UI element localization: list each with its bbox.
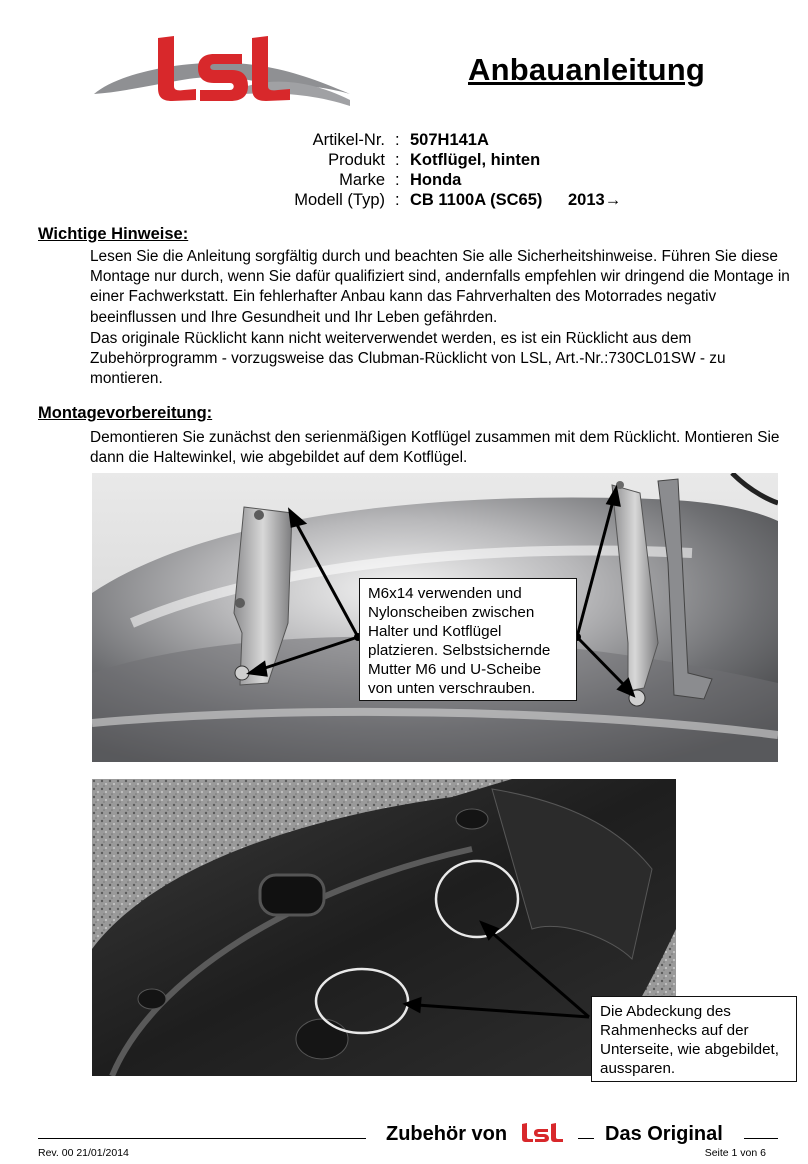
fender-underside-photo [92,779,676,1076]
info-label: Produkt [328,151,385,169]
info-label: Artikel-Nr. [312,131,385,149]
info-value: 507H141A [410,131,489,149]
info-value: Kotflügel, hinten [410,151,541,169]
info-row-model [200,191,760,211]
notes-paragraph-2: Das originale Rücklicht kann nicht weiterverwendet werden, es ist ein Rücklicht aus dem Zubehörprogramm - vorzugsweise das Clubman-Rücklicht von LSL, Art.-Nr.:730CL01SW - zu montieren. [90,330,726,388]
footer-rule-right [744,1138,778,1139]
info-value: Honda [410,171,462,189]
footer-rule-left [38,1138,366,1139]
footer-dash [578,1138,594,1139]
footer-original-text: Das Original [605,1123,723,1145]
info-colon: : [395,151,400,169]
notes-paragraph-1: Lesen Sie die Anleitung sorgfältig durch und beachten Sie alle Sicherheitshinweise. Führen Sie diese Montage nur durch, wenn Sie dafür qualifiziert sind, andernfalls empfehlen wir dringend die Montage in einer Fachwerkstatt. Ein fehlerhafter Anbau kann das Fahrverhalten des Motorrades negativ beeinflussen und Ihre Gesundheit und Ihr Leben gefährden. [90,248,790,326]
info-colon: : [395,171,400,189]
info-label: Modell (Typ) [294,191,385,209]
fender-bracket-photo [92,473,778,762]
preparation-paragraph: Demontieren Sie zunächst den serienmäßigen Kotflügel zusammen mit dem Rücklicht. Montieren Sie dann die Haltewinkel, wie abgebildet auf dem Kotflügel. [90,429,780,467]
notes-heading: Wichtige Hinweise: [38,225,189,243]
footer-accessory-text: Zubehör von [386,1123,508,1145]
info-row-article-number [200,131,760,151]
fender-underside-image [92,779,676,1076]
info-row-brand [200,171,760,191]
info-value-year: 2013→ [568,191,622,209]
info-colon: : [395,131,400,149]
info-row-product [200,151,760,171]
footer-lsl-logo [520,1122,566,1144]
document-title: Anbauanleitung [468,52,706,87]
info-colon: : [395,191,400,209]
underside-callout: Die Abdeckung des Rahmenhecks auf der Unterseite, wie abgebildet, aussparen. [591,996,797,1082]
lsl-logo [92,28,354,112]
bracket-callout: M6x14 verwenden und Nylonscheiben zwischen Halter und Kotflügel platzieren. Selbstsichernde Mutter M6 und U-Scheibe von unten verschrauben. [359,578,577,701]
footer-revision: Rev. 00 21/01/2014 [38,1147,129,1159]
footer-page-number: Seite 1 von 6 [704,1147,766,1159]
info-label: Marke [339,171,385,189]
preparation-heading: Montagevorbereitung: [38,404,213,422]
info-value: CB 1100A (SC65) [410,191,543,209]
